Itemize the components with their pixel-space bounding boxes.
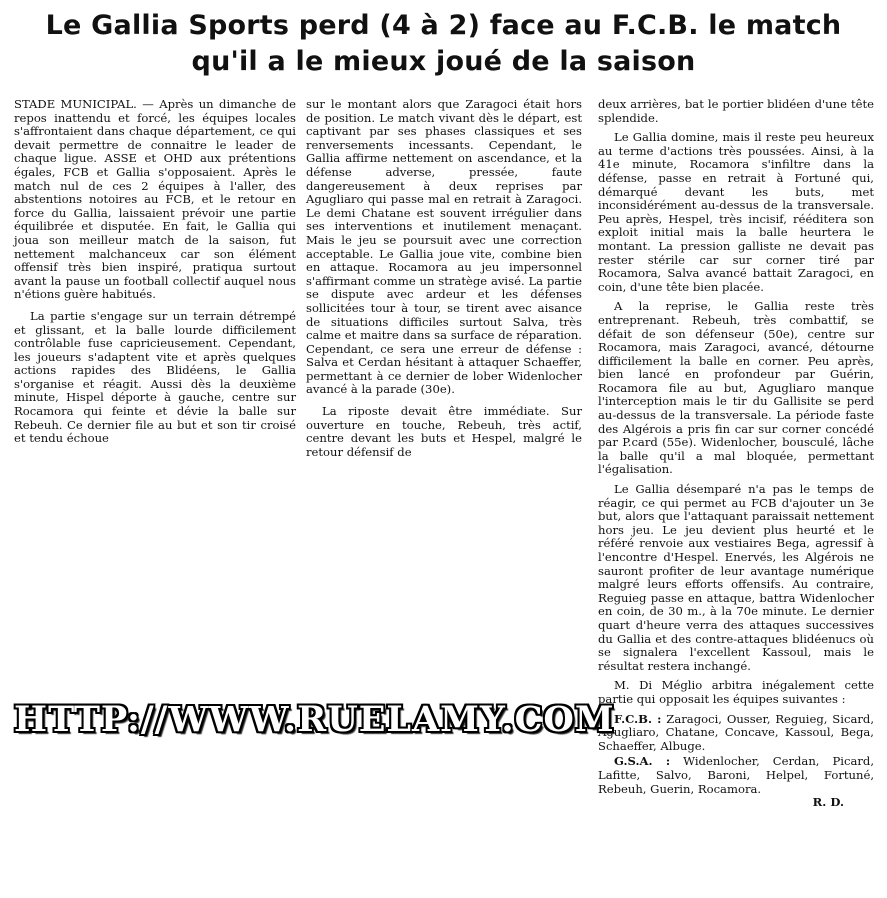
paragraph: sur le montant alors que Zaragoci était hors de position. Le match vivant dès le départ, est captivant par ses phases classiques et ses renversements incessants. Cependant, le Gallia affirme nettement on ascendance, et la défense adverse, pressée, faute dangereusement à deux reprises par Agugliaro qui passe mal en retrait à Zaragoci. Le demi Chatane est souvent irrégulier dans ses interventions et inutilement menaçant. Mais le jeu se poursuit avec une correction acceptable. Le Gallia joue vite, combine bien en attaque. Rocamora au jeu impersonnel s'affirmant comme un stratège avisé. La partie se dispute avec ardeur et les défenses sollicitées tour à tour, se tirent avec aisance de situations difficiles surtout Salva, très calme et maitre dans sa surface de réparation. Cependant, ce sera une erreur de défense : Salva et Cerdan hésitant à attaquer Schaeffer, permettant à ce dernier de lober Widenlocher avancé à la parade (30e).	[306, 97, 582, 397]
article-column-3	[598, 98, 874, 810]
paragraph: La partie s'engage sur un terrain détrempé et glissant, et la balle lourde difficilement contrôlable fuse capricieusement. Cependant, les joueurs s'adaptent vite et après quelques actions rapides des Blidéens, le Gallia s'organise et réagit. Aussi dès la deuxième minute, Hispel déporte à gauche, centre sur Rocamora qui feinte et dévie la balle sur Rebeuh. Ce dernier file au but et son tir croisé et tendu échoue	[14, 308, 296, 446]
team-players-gsa: Widenlocher, Cerdan, Picard, Lafitte, Salvo, Baroni, Helpel, Fortuné, Rebeuh, Guerin, Rocamora.	[598, 754, 875, 796]
paragraph: M. Di Méglio arbitra inégalement cette partie qui opposait les équipes suivantes :	[598, 678, 874, 706]
headline-line-2: qu'il a le mieux joué de la saison	[191, 46, 696, 77]
team-players-fcb: Zaragoci, Ousser, Reguieg, Sicard, Agugliaro, Chatane, Concave, Kassoul, Bega, Schaeffer, Albuge.	[598, 711, 875, 753]
paragraph: STADE MUNICIPAL. — Après un dimanche de repos inattendu et forcé, les équipes locales s'affrontaient dans chaque département, ce qui devait permettre de connaitre le leader de chaque ligue. ASSE et OHD aux prétentions égales, FCB et Gallia s'opposaient. Après le match nul de ces 2 équipes à l'aller, des abstentions notoires au FCB, et le retour en force du Gallia, laissaient prévoir une partie équilibrée et disputée. En fait, le Gallia qui joua son meilleur match de la saison, fut nettement malchanceux car son élément offensif très bien inspiré, pratiqua surtout avant la pause un football collectif auquel nous n'étions guère habitués.	[14, 97, 296, 302]
team-label-fcb: F.C.B. :	[614, 711, 662, 726]
paragraph: deux arrières, bat le portier blidéen d'une tête splendide.	[598, 97, 874, 125]
paragraph: La riposte devait être immédiate. Sur ouverture en touche, Rebeuh, très actif, centre devant les buts et Hespel, malgré le retour défensif de	[306, 404, 582, 459]
author-signature: R. D.	[812, 795, 844, 810]
website-watermark: HTTP://WWW.RUELAMY.COM	[14, 699, 615, 740]
article-column-1	[14, 98, 296, 454]
team-lineup-gsa	[598, 755, 874, 796]
article-column-2	[306, 98, 582, 467]
article-headline	[0, 8, 887, 80]
team-label-gsa: G.S.A. :	[614, 754, 671, 769]
paragraph: Le Gallia désemparé n'a pas le temps de réagir, ce qui permet au FCB d'ajouter un 3e but, alors que l'attaquant paraissait nettement hors jeu. Le jeu devient plus heurté et le référé renvoie aux vestiaires Bega, agressif à l'encontre d'Hespel. Enervés, les Algérois ne sauront profiter de leur avantage numérique malgré leurs efforts offensifs. Au contraire, Reguieg passe en attaque, battra Widenlocher en coin, de 30 m., à la 70e minute. Le dernier quart d'heure verra des attaques successives du Gallia et des contre-attaques blidéenucs où se signalera l'excellent Kassoul, mais le résultat restera inchangé.	[598, 482, 874, 673]
paragraph: Le Gallia domine, mais il reste peu heureux au terme d'actions très poussées. Ainsi, à la 41e minute, Rocamora s'infiltre dans la défense, passe en retrait à Fortuné qui, démarqué devant les buts, met inconsidérément au-dessus de la transversale. Peu après, Hespel, très incisif, rééditera son exploit initial mais la balle heurtera le montant. La pression galliste ne devait pas rester stérile car sur corner tiré par Rocamora, Salva avancé battait Zaragoci, en coin, d'une tête bien placée.	[598, 130, 874, 294]
paragraph: A la reprise, le Gallia reste très entreprenant. Rebeuh, très combattif, se défait de son défenseur (50e), centre sur Rocamora, mais Zaragoci, avancé, détourne difficilement la balle en corner. Peu après, bien lancé en profondeur par Guérin, Rocamora file au but, Agugliaro manque l'interception mais le tir du Gallisite se perd au-dessus de la transversale. La période faste des Algérois a pris fin car sur corner concédé par P.card (55e). Widenlocher, bousculé, lâche la balle qu'il a mal bloquée, permettant l'égalisation.	[598, 299, 874, 477]
team-lineup-fcb	[598, 713, 874, 754]
headline-line-1: Le Gallia Sports perd (4 à 2) face au F.C.B. le match	[45, 10, 842, 41]
